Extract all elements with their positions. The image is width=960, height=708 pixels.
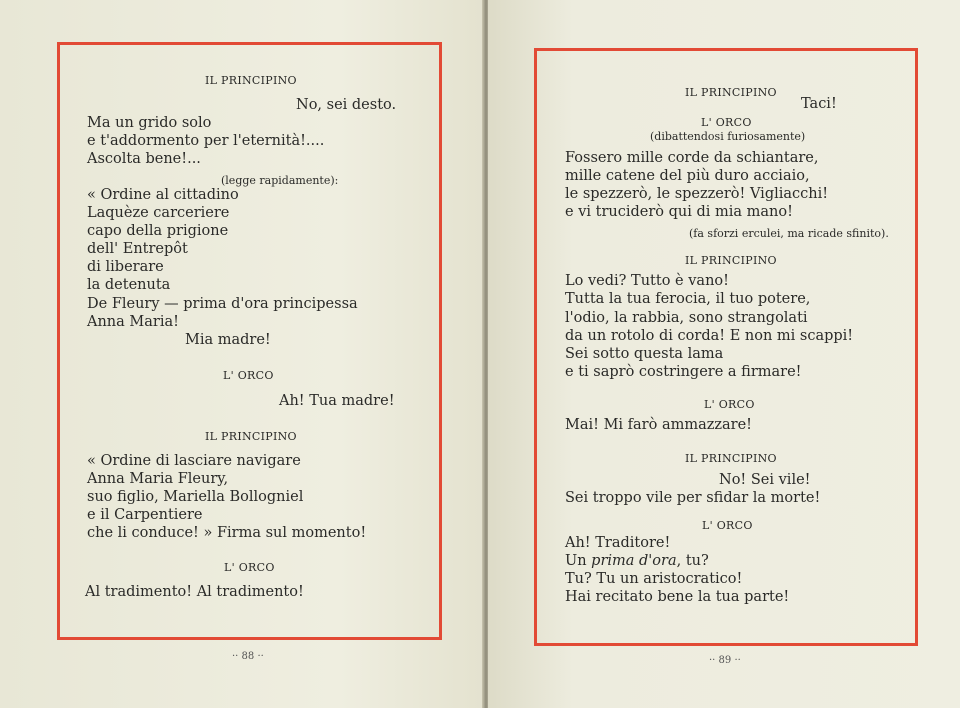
verse-line: la detenuta [87, 277, 171, 293]
verse-line: Al tradimento! Al tradimento! [85, 584, 304, 600]
speaker-heading: L' ORCO [702, 519, 753, 532]
page-number: ·· 88 ·· [232, 651, 264, 662]
stage-direction: (dibattendosi furiosamente) [650, 130, 806, 143]
verse-line: Ah! Tua madre! [279, 393, 395, 409]
speaker-heading: L' ORCO [704, 398, 755, 411]
speaker-heading: L' ORCO [701, 116, 752, 129]
verse-line: « Ordine di lasciare navigare [87, 453, 301, 469]
verse-line: Anna Maria! [87, 314, 179, 330]
speaker-heading: L' ORCO [223, 369, 274, 382]
verse-line: Un prima d'ora, tu? [565, 553, 709, 569]
verse-line: di liberare [87, 259, 164, 275]
verse-line: Hai recitato bene la tua parte! [565, 589, 790, 605]
verse-line: Mai! Mi farò ammazzare! [565, 417, 752, 433]
verse-line: Laquèze carceriere [87, 205, 230, 221]
verse-line: da un rotolo di corda! E non mi scappi! [565, 328, 854, 344]
speaker-heading: IL PRINCIPINO [685, 254, 777, 267]
verse-line: No, sei desto. [296, 97, 397, 113]
stage-direction: (legge rapidamente): [221, 174, 339, 187]
speaker-heading: IL PRINCIPINO [205, 74, 297, 87]
verse-line: « Ordine al cittadino [87, 187, 239, 203]
verse-line: mille catene del più duro acciaio, [565, 168, 810, 184]
verse-line: Ah! Traditore! [565, 535, 671, 551]
page-number: ·· 89 ·· [709, 655, 741, 666]
verse-line: Lo vedi? Tutto è vano! [565, 273, 729, 289]
verse-line: capo della prigione [87, 223, 229, 239]
verse-line: No! Sei vile! [719, 472, 811, 488]
verse-line: De Fleury — prima d'ora principessa [87, 296, 358, 312]
speaker-heading: L' ORCO [224, 561, 275, 574]
verse-line: Sei sotto questa lama [565, 346, 724, 362]
verse-line: Anna Maria Fleury, [87, 471, 229, 487]
verse-line: Taci! [801, 96, 837, 112]
right-page [488, 0, 960, 708]
verse-line: che li conduce! » Firma sul momento! [87, 525, 367, 541]
verse-line: Tutta la tua ferocia, il tuo potere, [565, 291, 811, 307]
verse-line: Tu? Tu un aristocratico! [565, 571, 743, 587]
verse-line: le spezzerò, le spezzerò! Vigliacchi! [565, 186, 829, 202]
verse-line: dell' Entrepôt [87, 241, 188, 257]
verse-line: e vi truciderò qui di mia mano! [565, 204, 793, 220]
stage-direction: (fa sforzi erculei, ma ricade sfinito). [689, 227, 889, 240]
verse-line: Ma un grido solo [87, 115, 212, 131]
verse-line: Ascolta bene!... [87, 151, 201, 167]
speaker-heading: IL PRINCIPINO [685, 452, 777, 465]
verse-line: l'odio, la rabbia, sono strangolati [565, 310, 808, 326]
speaker-heading: IL PRINCIPINO [685, 86, 777, 99]
verse-line: Mia madre! [185, 332, 271, 348]
verse-line: e t'addormento per l'eternità!.... [87, 133, 325, 149]
speaker-heading: IL PRINCIPINO [205, 430, 297, 443]
verse-line: Sei troppo vile per sfidar la morte! [565, 490, 821, 506]
verse-line: e ti saprò costringere a firmare! [565, 364, 802, 380]
verse-line: Fossero mille corde da schiantare, [565, 150, 819, 166]
verse-line: suo figlio, Mariella Bollogniel [87, 489, 304, 505]
verse-line: e il Carpentiere [87, 507, 203, 523]
